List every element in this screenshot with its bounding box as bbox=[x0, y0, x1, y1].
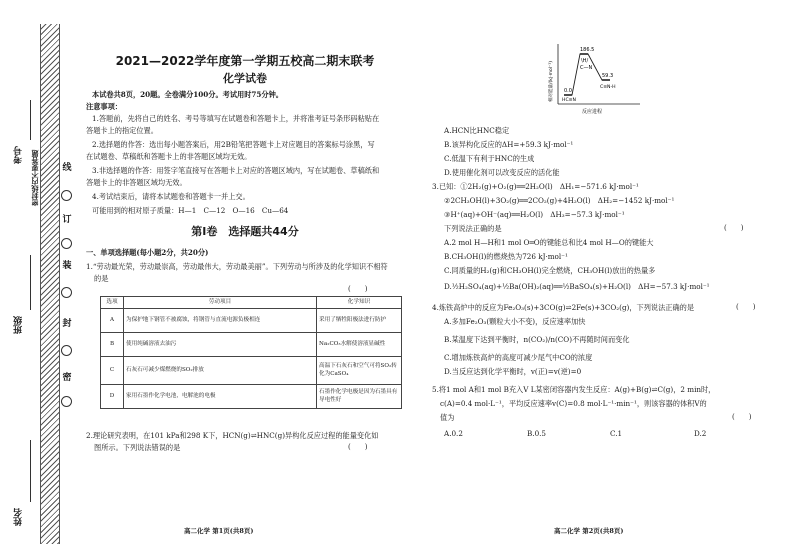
q4-option-a: A.多加Fe₂O₃(颗粒大小不变)，反应速率加快 bbox=[444, 317, 586, 326]
note-line: 在试题卷、草稿纸和答题卡上的非答题区域均无效。 bbox=[86, 152, 252, 161]
q3-answer-paren: ( ) bbox=[724, 224, 744, 232]
y-axis-label: 相对能量/(kJ·mol⁻¹) bbox=[549, 61, 554, 102]
table-header: 化学知识 bbox=[317, 297, 402, 309]
atomic-mass-line: 可能用到的相对原子质量：H—1 C—12 O—16 Cu—64 bbox=[92, 206, 289, 215]
seal-circle bbox=[61, 396, 72, 407]
q3-option-a: A.2 mol H—H和1 mol O═O的键能总和比4 mol H—O的键能大 bbox=[444, 238, 654, 247]
exam-subtitle: 化学试卷 bbox=[223, 72, 267, 85]
table-row bbox=[101, 333, 402, 357]
exam-title: 2021—2022学年度第一学期五校高二期末联考 bbox=[115, 54, 375, 68]
q2-option-a: A.HCN比HNC稳定 bbox=[444, 126, 510, 135]
table-cell: 使用纯碱溶液去油污 bbox=[124, 333, 317, 357]
note-line: 2.选择题的作答：选出每小题答案后，用2B铅笔把答题卡上对应题目的答案标号涂黑，写 bbox=[92, 140, 375, 149]
end-structure: C≡N‑H bbox=[600, 85, 616, 90]
seal-circle bbox=[61, 287, 72, 298]
q5-option-b: B.0.5 bbox=[527, 429, 546, 438]
right-column bbox=[432, 0, 772, 551]
q2-option-c: C.低温下有利于HNC的生成 bbox=[444, 154, 535, 163]
q5-option-d: D.2 bbox=[694, 429, 707, 438]
start-value: 0.0 bbox=[564, 88, 572, 94]
q3-ask: 下列说法正确的是 bbox=[444, 224, 502, 233]
table-cell: 采用了牺牲阳极法进行防护 bbox=[317, 309, 402, 333]
note-line: 答题卡上的指定位置。 bbox=[86, 126, 158, 135]
banji-label: 班级 bbox=[14, 316, 24, 334]
q1-stem-cont: 的是 bbox=[94, 274, 109, 283]
q5-option-a: A.0.2 bbox=[444, 429, 463, 438]
energy-diagram bbox=[544, 40, 644, 120]
q3-equation-3: ③H⁺(aq)+OH⁻(aq)══H₂O(l) ΔH₃=−57.3 kJ·mol⁻¹ bbox=[444, 210, 625, 219]
q3-equation-2: ②2CH₃OH(l)+3O₂(g)══2CO₂(g)+4H₂O(l) ΔH₂=−1452 kJ·mol⁻¹ bbox=[444, 196, 675, 205]
table-cell: 石灰石可减少煤燃烧的SO₂排放 bbox=[124, 357, 317, 385]
note-line: 1.答题前，先将自己的姓名、考号等填写在试题卷和答题卡上，并将准考证号条形码粘贴在 bbox=[92, 114, 380, 123]
table-cell: 高温下石灰石和空气可将SO₂转化为CaSO₄ bbox=[317, 357, 402, 385]
q2-answer-paren: ( ) bbox=[348, 443, 368, 451]
q5-stem-end: 值为 bbox=[440, 413, 455, 422]
q2-stem: 2.理论研究表明，在101 kPa和298 K下，HCN(g)⇌HNC(g)异构化反应过程的能量变化如 bbox=[86, 431, 379, 440]
exam-info: 本试卷共8页，20题。全卷满分100分。考试用时75分钟。 bbox=[92, 90, 283, 99]
left-column bbox=[86, 0, 404, 551]
part-heading: 一、单项选择题(每小题2分，共20分) bbox=[86, 248, 209, 257]
table-cell: C bbox=[101, 357, 124, 385]
q4-answer-paren: ( ) bbox=[736, 303, 756, 311]
notes-title: 注意事项： bbox=[86, 102, 122, 111]
table-header: 选项 bbox=[101, 297, 124, 309]
note-line: 答题卡上的非答题区域均无效。 bbox=[86, 178, 187, 187]
q1-stem: 1.“劳动最光荣，劳动最崇高，劳动最伟大，劳动最美丽”。下列劳动与所涉及的化学知识不相符 bbox=[86, 262, 388, 271]
q2-option-d: D.使用催化剂可以改变反应的活化能 bbox=[444, 168, 560, 177]
seal-char: 密 bbox=[62, 373, 72, 383]
xingming-label: 姓名 bbox=[14, 508, 24, 526]
end-value: 59.3 bbox=[602, 73, 614, 79]
table-cell: B bbox=[101, 333, 124, 357]
q1-table bbox=[100, 296, 402, 409]
table-cell: 石墨作化学电极是因为石墨具有导电性好 bbox=[317, 385, 402, 409]
xingming-line bbox=[30, 440, 31, 502]
seal-char: 线 bbox=[62, 163, 72, 173]
q3-stem: 3.已知：①2H₂(g)+O₂(g)══2H₂O(l) ΔH₁=−571.6 kJ·mol⁻¹ bbox=[432, 182, 639, 191]
seal-hatch-band bbox=[40, 24, 60, 544]
seal-circle bbox=[61, 345, 72, 356]
table-header-row bbox=[101, 297, 402, 309]
q1-answer-paren: ( ) bbox=[348, 285, 368, 293]
q5-stem-cont: c(A)=0.4 mol·L⁻¹，平均反应速率v(C)=0.8 mol·L⁻¹·min⁻¹，则该容器的体积V的 bbox=[440, 399, 707, 408]
table-row bbox=[101, 385, 402, 409]
note-line: 4.考试结束后，请将本试题卷和答题卡一并上交。 bbox=[92, 192, 250, 201]
note-line: 3.非选择题的作答：用签字笔直接写在答题卡上对应的答题区域内，写在试题卷、草稿纸和 bbox=[92, 166, 380, 175]
table-cell: A bbox=[101, 309, 124, 333]
binding-strip bbox=[0, 0, 78, 551]
seal-circle bbox=[61, 190, 72, 201]
q5-stem: 5.将1 mol A和1 mol B充入V L某密闭容器内发生反应：A(g)+B(g)⇌C(g)，2 min时， bbox=[432, 385, 716, 394]
table-header: 劳动项目 bbox=[124, 297, 317, 309]
seal-char: 订 bbox=[62, 215, 72, 225]
q2-stem-cont: 图所示。下列说法错误的是 bbox=[94, 443, 181, 452]
x-axis-label: 反应进程 bbox=[582, 109, 603, 115]
start-structure: HC≡N bbox=[562, 98, 576, 103]
peak-structure: C—N bbox=[580, 65, 593, 71]
q4-stem: 4.炼铁高炉中的反应为Fe₂O₃(s)+3CO(g)⇌2Fe(s)+3CO₂(g)，下列说法正确的是 bbox=[432, 303, 695, 312]
q4-option-d: D.当反应达到化学平衡时，v(正)=v(逆)=0 bbox=[444, 367, 582, 376]
dont-answer-note: 密封线内不要答题 bbox=[30, 150, 39, 206]
banji-line bbox=[30, 255, 31, 310]
kaohao-line bbox=[30, 100, 31, 140]
q5-option-c: C.1 bbox=[610, 429, 623, 438]
q3-option-b: B.CH₃OH(l)的燃烧热为726 kJ·mol⁻¹ bbox=[444, 252, 568, 261]
peak-structure-top: \H/ bbox=[581, 58, 589, 64]
table-cell: D bbox=[101, 385, 124, 409]
table-row bbox=[101, 357, 402, 385]
page-footer-right: 高二化学 第2页(共8页) bbox=[554, 527, 624, 535]
page-footer-left: 高二化学 第1页(共8页) bbox=[184, 527, 254, 535]
seal-char: 装 bbox=[62, 261, 72, 271]
q3-option-c: C.同质量的H₂(g)和CH₃OH(l)完全燃烧，CH₃OH(l)放出的热量多 bbox=[444, 266, 656, 275]
section-title: 第Ⅰ卷 选择题共44分 bbox=[191, 225, 299, 238]
q3-option-d: D.½H₂SO₄(aq)+½Ba(OH)₂(aq)══½BaSO₄(s)+H₂O(l) ΔH=−57.3 kJ·mol⁻¹ bbox=[444, 282, 710, 291]
kaohao-label: 考号 bbox=[14, 146, 24, 164]
table-cell: 家用石墨作化学电池，电解池的电极 bbox=[124, 385, 317, 409]
table-cell: 为保护地下钢管不被腐蚀，将钢管与直流电源负极相连 bbox=[124, 309, 317, 333]
table-row bbox=[101, 309, 402, 333]
q4-option-c: C.增加炼铁高炉的高度可减少尾气中CO的浓度 bbox=[444, 353, 593, 362]
q2-option-b: B.该异构化反应的ΔH=+59.3 kJ·mol⁻¹ bbox=[444, 140, 574, 149]
q5-answer-paren: ( ) bbox=[732, 413, 752, 421]
peak-value: 186.5 bbox=[580, 47, 595, 53]
table-cell: Na₂CO₃水解使溶液显碱性 bbox=[317, 333, 402, 357]
q4-option-b: B.某温度下达到平衡时，n(CO₂)/n(CO)不再随时间而变化 bbox=[444, 335, 630, 344]
seal-char: 封 bbox=[62, 319, 72, 329]
seal-circle bbox=[61, 238, 72, 249]
